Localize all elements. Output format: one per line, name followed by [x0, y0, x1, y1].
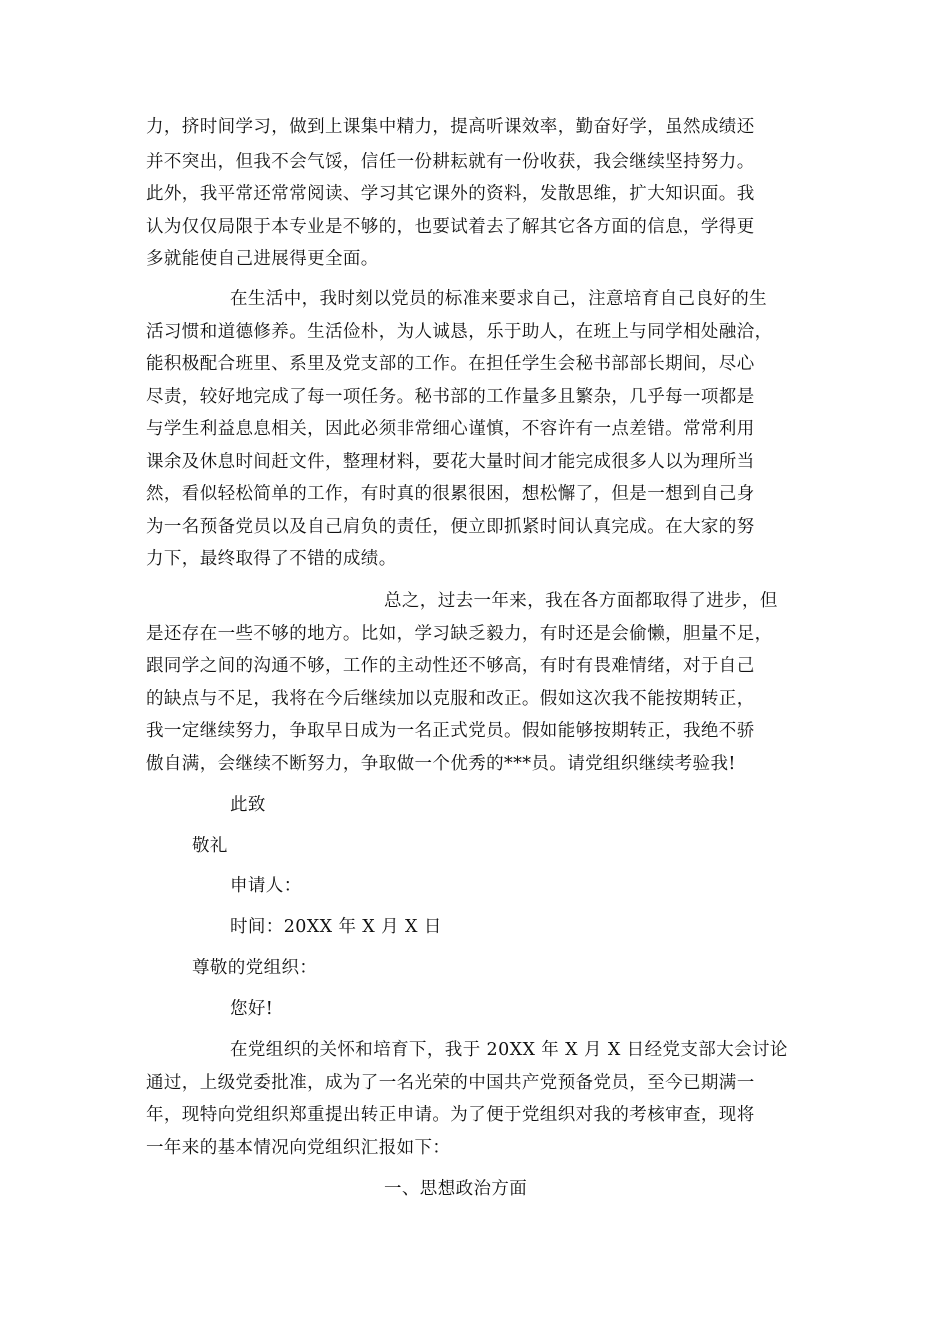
text-line: 活习惯和道德修养。生活俭朴，为人诚恳，乐于助人，在班上与同学相处融洽， — [146, 322, 773, 342]
greeting-text: 您好! — [230, 999, 274, 1019]
text-line: 总之，过去一年来，我在各方面都取得了进步，但 — [384, 591, 778, 611]
text-line: 能积极配合班里、系里及党支部的工作。在担任学生会秘书部部长期间，尽心 — [146, 354, 755, 374]
text-line: 并不突出，但我不会气馁，信任一份耕耘就有一份收获，我会继续坚持努力。 — [146, 152, 755, 172]
text-line: 在生活中，我时刻以党员的标准来要求自己，注意培育自己良好的生 — [230, 289, 767, 309]
text-line: 课余及休息时间赶文件，整理材料，要花大量时间才能完成很多人以为理所当 — [146, 452, 755, 472]
text-line: 多就能使自己进展得更全面。 — [146, 249, 379, 269]
text-line: 与学生利益息息相关，因此必须非常细心谨慎，不容许有一点差错。常常利用 — [146, 419, 755, 439]
text-line: 力，挤时间学习，做到上课集中精力，提高听课效率，勤奋好学，虽然成绩还 — [146, 117, 755, 137]
text-line: 然，看似轻松简单的工作，有时真的很累很困，想松懈了，但是一想到自己身 — [146, 484, 755, 504]
closing-text: 此致 — [230, 795, 266, 815]
text-line: 年，现特向党组织郑重提出转正申请。为了便于党组织对我的考核审查，现将 — [146, 1105, 755, 1125]
text-line: 跟同学之间的沟通不够，工作的主动性还不够高，有时有畏难情绪，对于自己 — [146, 656, 755, 676]
salute-text: 敬礼 — [192, 836, 228, 856]
text-line: 是还存在一些不够的地方。比如，学习缺乏毅力，有时还是会偷懒，胆量不足， — [146, 624, 773, 644]
section-heading: 一、思想政治方面 — [384, 1179, 528, 1199]
text-line: 傲自满，会继续不断努力，争取做一个优秀的***员。请党组织继续考验我! — [146, 754, 736, 774]
applicant-label: 申请人： — [230, 876, 302, 896]
text-line: 为一名预备党员以及自己肩负的责任，便立即抓紧时间认真完成。在大家的努 — [146, 517, 755, 537]
text-line: 此外，我平常还常常阅读、学习其它课外的资料，发散思维，扩大知识面。我 — [146, 184, 755, 204]
text-line: 在党组织的关怀和培育下，我于 20XX 年 X 月 X 日经党支部大会讨论 — [230, 1040, 788, 1060]
salutation: 尊敬的党组织： — [192, 958, 318, 978]
text-line: 的缺点与不足，我将在今后继续加以克服和改正。假如这次我不能按期转正， — [146, 689, 755, 709]
text-line: 认为仅仅局限于本专业是不够的，也要试着去了解其它各方面的信息，学得更 — [146, 217, 755, 237]
text-line: 尽责，较好地完成了每一项任务。秘书部的工作量多且繁杂，几乎每一项都是 — [146, 387, 755, 407]
date-line: 时间：20XX 年 X 月 X 日 — [230, 917, 442, 937]
text-line: 通过，上级党委批准，成为了一名光荣的中国共产党预备党员，至今已期满一 — [146, 1073, 755, 1093]
text-line: 一年来的基本情况向党组织汇报如下： — [146, 1138, 451, 1158]
text-line: 力下，最终取得了不错的成绩。 — [146, 549, 397, 569]
text-line: 我一定继续努力，争取早日成为一名正式党员。假如能够按期转正，我绝不骄 — [146, 721, 755, 741]
